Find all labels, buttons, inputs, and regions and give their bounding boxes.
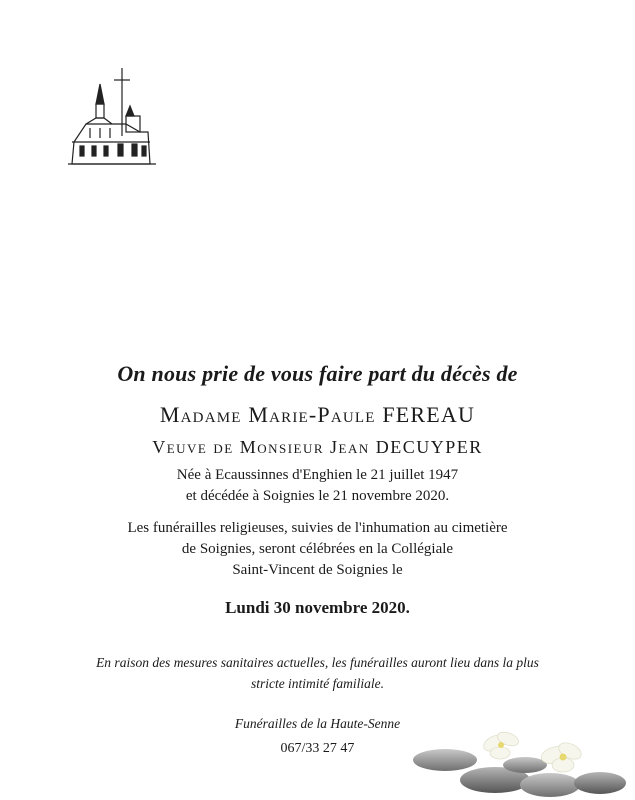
funeral-date: Lundi 30 novembre 2020. xyxy=(225,598,410,617)
funeral-home-phone: 067/33 27 47 xyxy=(280,741,355,756)
stones-orchid-icon xyxy=(400,725,635,800)
funeral-line-2: de Soignies, seront célébrées en la Collégiale xyxy=(181,541,454,557)
funeral-block xyxy=(0,518,635,581)
death-line: et décédée à Soignies le 21 novembre 2020. xyxy=(185,488,450,504)
funeral-line-1: Les funérailles religieuses, suivies de l'inhumation au cimetière xyxy=(127,520,508,536)
birth-death-block xyxy=(0,465,635,507)
birth-line: Née à Ecaussinnes d'Enghien le 21 juillet 1947 xyxy=(176,467,459,483)
intro-line: On nous prie de vous faire part du décès de xyxy=(117,361,518,386)
note-line-1: En raison des mesures sanitaires actuelles, les funérailles auront lieu dans la plus xyxy=(96,655,539,670)
funeral-line-3: Saint-Vincent de Soignies le xyxy=(232,562,403,578)
funeral-home-name: Funérailles de la Haute-Senne xyxy=(234,716,401,731)
widow-line: Veuve de Monsieur Jean DECUYPER xyxy=(152,437,483,457)
deceased-name: Madame Marie-Paule FEREAU xyxy=(159,402,476,427)
sanitary-note xyxy=(0,652,635,694)
note-line-2: stricte intimité familiale. xyxy=(250,676,385,691)
church-cross-icon xyxy=(66,66,158,166)
